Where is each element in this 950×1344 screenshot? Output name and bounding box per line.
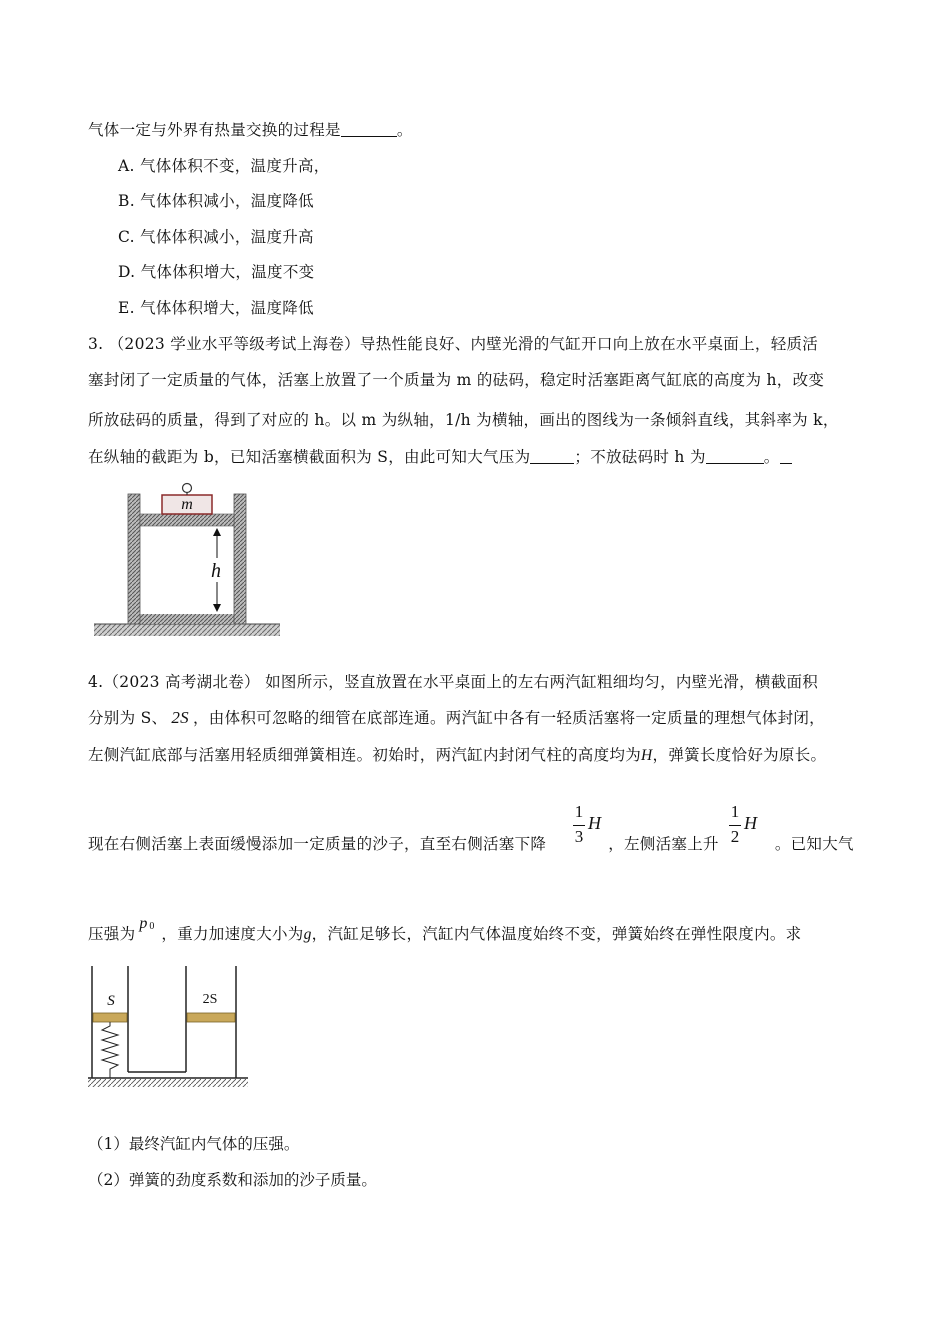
- fraction-one-third-h: [572, 800, 612, 856]
- q4-line-2-text-2: ，由体积可忽略的细管在底部连通。两汽缸中各有一轻质活塞将一定质量的理想气体封闭，: [192, 709, 825, 727]
- answer-blank: [530, 448, 574, 464]
- q3-line-4: [88, 445, 792, 467]
- arrow-down-icon: [213, 604, 221, 612]
- q3-line-4-text-2: ；不放砝码时 h 为: [574, 448, 706, 466]
- question-continuation: [88, 118, 413, 140]
- q3-line-2: 塞封闭了一定质量的气体，活塞上放置了一个质量为 m 的砝码，稳定时活塞距离气缸底的高度为 h，改变: [88, 371, 825, 389]
- height-h: H: [641, 747, 653, 764]
- q3-line-3: 所放砝码的质量，得到了对应的 h。以 m 为纵轴，1/h 为横轴，画出的图线为一条倾斜直线，其斜率为 k，: [88, 411, 839, 429]
- q4-line-5-text-2: ，重力加速度大小为: [161, 925, 304, 943]
- right-area-label: 2S: [202, 992, 218, 1007]
- q4-line-4-text: 现在右侧活塞上表面缓慢添加一定质量的沙子，直至右侧活塞下降: [88, 835, 547, 853]
- two-cylinder-diagram: [86, 964, 252, 1094]
- left-piston: [93, 1013, 127, 1022]
- answer-blank-tail: [780, 448, 792, 464]
- mass-label: m: [181, 496, 193, 513]
- frac1-denominator: 3: [574, 827, 584, 846]
- intro-text: 气体一定与外界有热量交换的过程是: [88, 121, 341, 139]
- right-piston: [187, 1013, 235, 1022]
- frac2-denominator: 2: [730, 827, 740, 846]
- cylinder-right-wall: [234, 494, 246, 624]
- option-e: E. 气体体积增大，温度降低: [118, 299, 314, 317]
- ground: [94, 624, 280, 636]
- frac1-variable: H: [588, 813, 601, 833]
- option-c: C. 气体体积减小，温度升高: [118, 228, 314, 246]
- area-2s: 2S: [171, 708, 189, 727]
- frac1-bar: [573, 825, 585, 826]
- frac2-numerator: 1: [730, 802, 740, 821]
- ground-hatch: [88, 1079, 248, 1087]
- q3-line-4-text: 在纵轴的截距为 b，已知活塞横截面积为 S，由此可知大气压为: [88, 448, 531, 466]
- q4-line-3-text-2: ，弹簧长度恰好为原长。: [652, 746, 827, 764]
- p0-symbol: [135, 915, 161, 939]
- frac2-bar: [729, 825, 741, 826]
- option-a: A. 气体体积不变，温度升高，: [118, 157, 330, 175]
- spring: [102, 1022, 118, 1078]
- sub-question-1: （1）最终汽缸内气体的压强。: [88, 1135, 300, 1153]
- q4-line-5-text: 压强为: [88, 925, 136, 943]
- cylinder-figure: [92, 478, 282, 640]
- intro-end: 。: [396, 121, 413, 139]
- frac2-variable: H: [744, 813, 757, 833]
- q4-line-2-text: 分别为 S、: [88, 709, 168, 727]
- q4-line-1: 4.（2023 高考湖北卷） 如图所示，竖直放置在水平桌面上的左右两汽缸粗细均匀，内壁光滑，横截面积: [88, 673, 819, 691]
- fraction-one-half-h: [728, 800, 768, 856]
- arrow-up-icon: [213, 528, 221, 536]
- q4-line-4-text-3: 。已知大气: [774, 835, 854, 853]
- cylinder-left-wall: [128, 494, 140, 624]
- sub-question-2: （2）弹簧的劲度系数和添加的沙子质量。: [88, 1171, 377, 1189]
- answer-blank: [341, 121, 397, 137]
- answer-blank: [706, 448, 764, 464]
- cylinder-diagram: [92, 478, 282, 640]
- frac1-numerator: 1: [574, 802, 584, 821]
- piston: [140, 514, 234, 526]
- q3-line-1: 3. （2023 学业水平等级考试上海卷）导热性能良好、内壁光滑的气缸开口向上放在水平桌面上，轻质活: [88, 335, 819, 353]
- q4-line-4-text-2: ，左侧活塞上升: [608, 835, 719, 853]
- q4-line-3: [88, 743, 826, 765]
- p0-p: p: [139, 915, 148, 932]
- two-cylinder-figure: [86, 964, 252, 1094]
- mass-knob: [183, 484, 192, 493]
- q3-line-4-end: 。: [763, 448, 780, 466]
- left-area-label: S: [107, 993, 115, 1009]
- p0-subscript: 0: [149, 921, 155, 932]
- option-d: D. 气体体积增大，温度不变: [118, 263, 315, 281]
- q4-line-3-text: 左侧汽缸底部与活塞用轻质细弹簧相连。初始时，两汽缸内封闭气柱的高度均为: [88, 746, 642, 764]
- height-label: h: [211, 560, 221, 582]
- q4-line-5-text-3: ，汽缸足够长，汽缸内气体温度始终不变，弹簧始终在弹性限度内。求: [311, 925, 802, 943]
- option-b: B. 气体体积减小，温度降低: [118, 192, 314, 210]
- q4-line-2: [88, 706, 825, 728]
- gravity-g: g: [303, 926, 312, 943]
- q4-line-5: [88, 915, 802, 944]
- cylinder-bottom: [128, 614, 246, 624]
